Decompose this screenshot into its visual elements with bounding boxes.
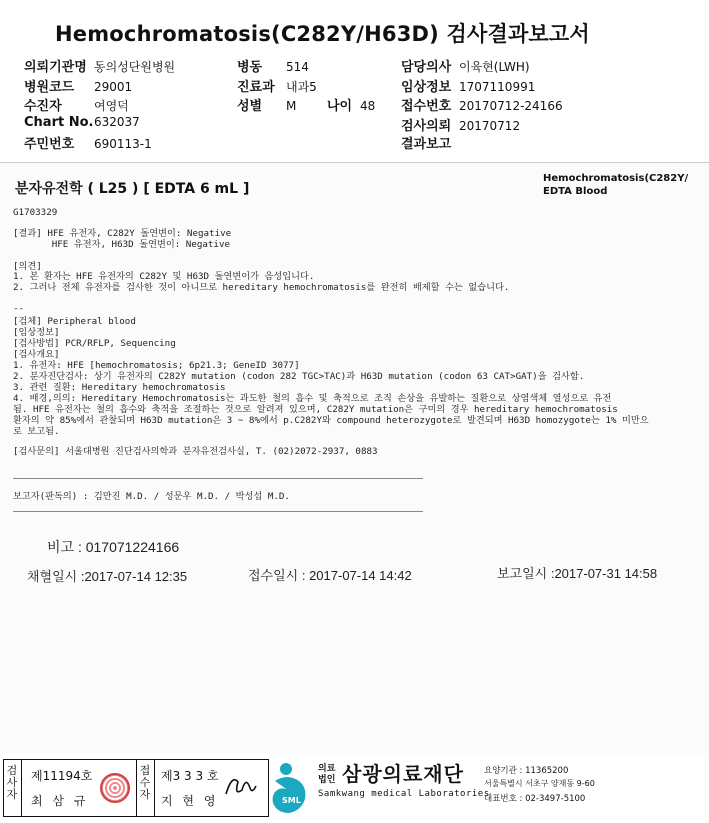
hdr-institution: 의뢰기관명 동의성단원병원 (24, 60, 176, 75)
overview-line-3: 3. 관련 질환: Hereditary hemochromatosis (13, 382, 226, 393)
hdr-clinical-info: 임상정보 1707110991 (401, 80, 536, 95)
logo-text: SML (282, 796, 301, 805)
result-line-2: HFE 유전자, H63D 돌연변이: Negative (13, 239, 231, 250)
hdr-ward: 병동 514 (237, 60, 309, 75)
hdr-chart-no: Chart No.632037 (24, 115, 140, 130)
org-type-1: 의료 (318, 764, 336, 774)
result-line-1: [결과] HFE 유전자, C282Y 돌연변이: Negative (13, 228, 232, 239)
hdr-patient: 수진자 여영덕 (24, 99, 129, 114)
hdr-doctor: 담당의사 이육현(LWH) (401, 60, 530, 75)
hdr-resident-no: 주민번호 690113-1 (24, 137, 152, 152)
org-code: 요양기관 : 11365200 (484, 766, 569, 776)
specimen: [검체] Peripheral blood (13, 316, 136, 327)
lab-section-title: 분자유전학 ( L25 ) [ EDTA 6 mL ] (15, 181, 250, 197)
test-method: [검사방법] PCR/RFLP, Sequencing (13, 338, 176, 349)
overview-line-4a: 4. 배경,의의: Hereditary Hemochromatosis는 과도한 철의 흡수 및 축적으로 조직 손상을 유발하는 질환으로 상염색체 열성으로 유전 (13, 393, 612, 404)
scanned-report (0, 163, 709, 753)
overview-line-4d: 로 보고됨. (13, 426, 60, 437)
sig-divider-1 (21, 759, 22, 817)
hdr-sex: 성별 M (237, 99, 297, 114)
inspector-seal (100, 773, 130, 803)
footer (0, 755, 709, 823)
sig-divider-2 (136, 759, 137, 817)
reported-time: 보고일시 :2017-07-31 14:58 (497, 566, 658, 581)
overview-heading: [검사개요] (13, 349, 60, 360)
divider-upper (13, 478, 423, 479)
opinion-line-1: 1. 본 환자는 HFE 유전자의 C282Y 및 H63D 돌연변이가 음성입니다. (13, 271, 315, 282)
inspector-label: 검사자 (6, 764, 18, 801)
right-test-title (543, 172, 688, 198)
org-phone: 대표번호 : 02-3497-5100 (484, 794, 586, 804)
overview-line-4b: 됨. HFE 유전자는 철의 흡수와 축적을 조절하는 것으로 알려져 있으며, C282Y mutation은 구미의 경우 hereditary hemochromatosis (13, 404, 618, 415)
dash-separator: -- (13, 303, 25, 314)
clinical-info: [임상정보] (13, 327, 60, 338)
org-english: Samkwang medical Laboratories (318, 789, 490, 799)
opinion-heading: [의견] (13, 261, 42, 272)
remark-line: 비고 : 017071224166 (47, 539, 180, 555)
inspector-no: 제11194호 (31, 769, 93, 783)
receiver-signature (222, 768, 258, 802)
overview-line-4c: 환자의 약 85%에서 관찰되며 H63D mutation은 3 ~ 8%에서 p.C282Y와 compound heterozygote로 발견되며 H63D homozygote는 1% 미만으 (13, 415, 649, 426)
right-title-line1: Hemochromatosis(C282Y/ (543, 173, 689, 184)
hdr-hospital-code: 병원코드 29001 (24, 80, 133, 95)
divider-lower (13, 511, 423, 512)
report-title: Hemochromatosis(C282Y/H63D) 검사결과보고서 (55, 22, 590, 46)
receiver-label: 접수자 (139, 764, 151, 801)
overview-line-2: 2. 분자진단검사: 상기 유전자의 C282Y mutation (codon 282 TGC>TAC)과 H63D mutation (codon 63 CAT>GAT)을 검사함. (13, 371, 585, 382)
reporters-line: 보고자(판독의) : 김만진 M.D. / 성문우 M.D. / 박성섭 M.D. (13, 491, 290, 502)
opinion-line-2: 2. 그러나 전체 유전자를 검사한 것이 아니므로 hereditary hemochromatosis를 완전히 배제할 수는 없습니다. (13, 282, 510, 293)
receiver-no: 제3 3 3 호 (161, 769, 219, 783)
hdr-result-report: 결과보고 (401, 137, 452, 152)
sample-id: G1703329 (13, 207, 58, 218)
hdr-age: 나이 48 (327, 99, 376, 114)
hdr-department: 진료과 내과5 (237, 80, 317, 95)
sml-logo-icon (271, 759, 315, 817)
hdr-request-date: 검사의뢰 20170712 (401, 119, 521, 134)
right-title-line2: EDTA Blood (543, 186, 608, 197)
inquiry-line: [검사문의] 서울대병원 진단검사의학과 분자유전검사실, T. (02)2072-2937, 0883 (13, 446, 378, 457)
hdr-receipt-no: 접수번호 20170712-24166 (401, 99, 563, 114)
sig-divider-3 (154, 759, 155, 817)
org-name: 삼광의료재단 (342, 762, 464, 786)
received-time: 접수일시 : 2017-07-14 14:42 (248, 568, 412, 583)
overview-line-1: 1. 유전자: HFE [hemochromatosis; 6p21.3; GeneID 3077] (13, 360, 300, 371)
org-type-2: 법인 (318, 775, 336, 785)
org-type (318, 764, 335, 786)
inspector-name: 최 삼 규 (31, 794, 89, 808)
receiver-name: 지 현 영 (161, 794, 219, 808)
org-address: 서울특별시 서초구 양재동 9-60 (484, 779, 595, 788)
collected-time: 채혈일시 :2017-07-14 12:35 (27, 569, 188, 584)
